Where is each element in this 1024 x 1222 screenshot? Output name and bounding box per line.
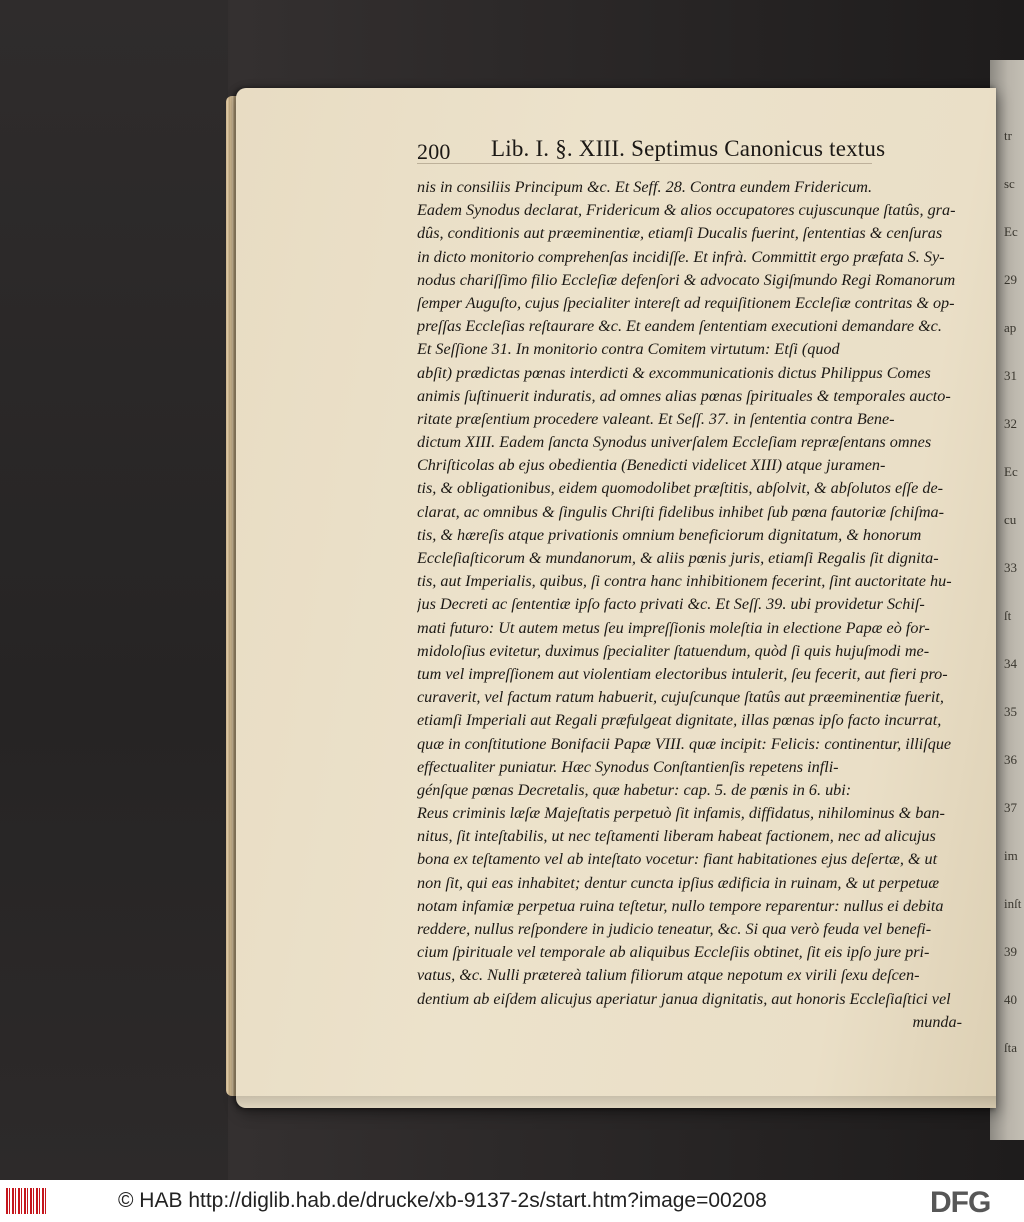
text-line: nodus chariſſimo filio Eccleſiæ defenſori & advocato Sigiſmundo Regi Romanorum [417, 270, 956, 289]
adjacent-page-fragment: im [1004, 848, 1018, 863]
text-line: mati futuro: Ut autem metus ſeu impreſſionis moleſtia in electione Papæ eò for- [417, 618, 930, 637]
text-line: jus Decreti ac ſententiæ ipſo facto privati &c. Et Seſſ. 39. ubi providetur Schiſ- [417, 595, 925, 614]
adjacent-page-fragment: sc [1004, 176, 1015, 191]
text-line: reddere, nullus reſpondere in judicio teneatur, &c. Si qua verò feuda vel benefi- [417, 920, 932, 938]
running-title: Lib. I. §. XIII. Septimus Canonicus textus [491, 136, 886, 161]
adjacent-page-fragment: ſta [1004, 1040, 1017, 1055]
book-cover-shadow [0, 0, 228, 1180]
barcode-icon [6, 1188, 46, 1214]
dfg-logo: DFG [930, 1186, 991, 1219]
text-line: Et Seſſione 31. In monitorio contra Comitem virtutum: Etſi (quod [417, 340, 840, 359]
text-line: tum vel impreſſionem aut violentiam electoribus intulerit, ſeu fecerit, aut fieri pro- [417, 664, 948, 683]
adjacent-page-fragment: 33 [1004, 560, 1017, 575]
adjacent-page-fragment: 35 [1004, 704, 1017, 719]
text-line: Reus criminis læſæ Majeſtatis perpetuò ſit infamis, diffidatus, nihilominus & ban- [417, 804, 945, 823]
text-line: ritate præſentium procedere valeant. Et Seſſ. 37. in ſententia contra Bene- [417, 409, 895, 428]
adjacent-page-fragment: 36 [1004, 752, 1017, 767]
page-shadow [236, 1096, 996, 1114]
page-body-text [417, 176, 972, 1034]
adjacent-page-fragment: inſt [1004, 896, 1022, 911]
viewer-footer [0, 1180, 1024, 1222]
text-line: Chriſticolas ab ejus obedientia (Benedicti videlicet XIII) atque juramen- [417, 456, 886, 475]
adjacent-page-fragment: Ec [1004, 224, 1018, 239]
text-line: génſque pœnas Decretalis, quæ habetur: cap. 5. de pœnis in 6. ubi: [417, 780, 852, 799]
copyright-link[interactable]: © HAB http://diglib.hab.de/drucke/xb-9137-2s/start.htm?image=00208 [118, 1189, 767, 1212]
text-line: dûs, conditionis aut præeminentiæ, etiamſi Ducalis fuerint, ſententias & cenſuras [417, 224, 943, 243]
text-line: Eadem Synodus declarat, Fridericum & alios occupatores cujuscunque ſtatûs, gra- [417, 201, 956, 220]
text-line: clarat, ac omnibus & ſingulis Chriſti fidelibus inhibet ſub pœna fautoriæ ſchiſma- [417, 502, 945, 521]
text-line: effectualiter puniatur. Hæc Synodus Conſtantienſis repetens infli- [417, 757, 839, 776]
text-line: nitus, ſit inteſtabilis, ut nec teſtamenti liberam habeat factionem, nec ad alicujus [417, 827, 936, 846]
adjacent-page-fragment: tr [1004, 128, 1012, 143]
text-line: munda- [912, 1012, 962, 1031]
text-line: in dicto monitorio comprehenſas incidiſſe. Et infrà. Committit ergo præfata S. Sy- [417, 247, 945, 266]
text-line: nis in consiliis Principum &c. Et Seff. 28. Contra eundem Fridericum. [417, 178, 873, 196]
adjacent-page-fragment: ap [1004, 320, 1017, 335]
adjacent-page-fragment: 31 [1004, 368, 1017, 383]
text-line: dictum XIII. Eadem ſancta Synodus univerſalem Eccleſiam repræſentans omnes [417, 433, 932, 452]
text-line: dentium ab eiſdem alicujus aperiatur janua dignitatis, aut honoris Eccleſiaſtici vel [417, 989, 951, 1008]
adjacent-page-fragment: 39 [1004, 944, 1017, 959]
text-line: ſemper Auguſto, cujus ſpecialiter intereſt ad requiſitionem Eccleſiæ contritas & op- [417, 293, 955, 312]
adjacent-page-fragment: cu [1004, 512, 1017, 527]
header-rule [417, 163, 872, 164]
adjacent-page-fragment: 29 [1004, 272, 1017, 287]
text-line: non ſit, qui eas inhabitet; dentur cuncta ipſius ædificia in ruinam, & ut perpetuæ [417, 873, 940, 892]
text-line: midoloſius evitetur, duximus ſpecialiter ſtatuendum, quòd ſi quis hujuſmodi me- [417, 641, 930, 660]
text-line: vatus, &c. Nulli prætereà talium filiorum atque nepotum ex virili ſexu deſcen- [417, 966, 920, 985]
adjacent-page-fragment: 32 [1004, 416, 1017, 431]
adjacent-page-fragment: Ec [1004, 464, 1018, 479]
page-number: 200 [417, 139, 451, 164]
text-line: abſit) prædictas pœnas interdicti & excommunicationis dictus Philippus Comes [417, 363, 931, 382]
text-line: etiamſi Imperiali aut Regali præfulgeat dignitate, illas pœnas ipſo facto incurrat, [417, 711, 942, 730]
text-line: preſſas Eccleſias reſtaurare &c. Et eandem ſententiam executioni demandare &c. [417, 317, 942, 336]
text-line: quæ in conſtitutione Bonifacii Papæ VIII. quæ incipit: Felicis: continentur, illiſque [417, 734, 952, 753]
adjacent-page-fragment: ſt [1004, 608, 1012, 623]
text-line: bona ex teſtamento vel ab inteſtato vocetur: fiant habitationes ejus deſertæ, & ut [417, 850, 938, 869]
running-header [417, 136, 886, 168]
text-line: tis, & obligationibus, eidem quomodolibet præſtitis, abſolvit, & abſolutos eſſe de- [417, 479, 944, 498]
text-line: animis ſuſtinuerit induratis, ad omnes alias pœnas ſpirituales & temporales aucto- [417, 386, 951, 405]
text-line: tis, aut Imperialis, quibus, ſi contra hanc inhibitionem fecerint, ſint auctoritate hu- [417, 572, 952, 591]
text-line: notam infamiæ perpetua ruina teſtetur, nullo tempore reparentur: nullus ei debita [417, 896, 944, 915]
text-line: Eccleſiaſticorum & mundanorum, & aliis pœnis juris, etiamſi Regalis ſit dignita- [417, 549, 939, 567]
adjacent-page-fragment: 34 [1004, 656, 1017, 671]
adjacent-page-fragment: 40 [1004, 992, 1017, 1007]
text-line: cium ſpirituale vel temporale ab aliquibus Eccleſiis obtinet, ſit eis ipſo jure pri- [417, 943, 930, 962]
text-line: curaverit, vel factum ratum habuerit, cujuſcunque ſtatûs aut præeminentiæ fuerit, [417, 688, 944, 707]
adjacent-page-fragment: 37 [1004, 800, 1017, 815]
text-line: tis, & hæreſis atque privationis omnium beneficiorum dignitatum, & honorum [417, 525, 922, 544]
